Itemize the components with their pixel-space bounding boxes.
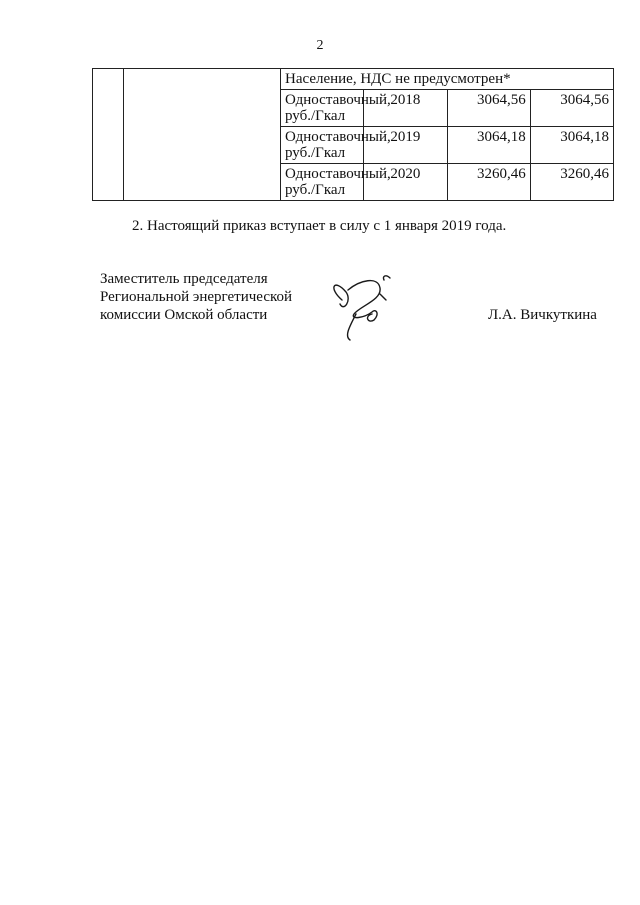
signatory-title-line: Региональной энергетической — [100, 289, 293, 305]
empty-cell — [124, 69, 281, 201]
section-header: Население, НДС не предусмотрен* — [281, 69, 614, 90]
value-cell: 3064,56 — [447, 90, 530, 127]
year-cell: 2019 — [364, 127, 447, 164]
year-cell: 2020 — [364, 164, 447, 201]
tariff-type-cell: Одноставочный, руб./Гкал — [281, 90, 364, 127]
signatory-title — [100, 270, 292, 324]
tariff-type-cell: Одноставочный, руб./Гкал — [281, 164, 364, 201]
value-cell: 3064,18 — [530, 127, 613, 164]
tariff-table — [92, 68, 614, 201]
table-row-header — [93, 69, 614, 90]
year-cell: 2018 — [364, 90, 447, 127]
signatory-name: Л.А. Вичкуткина — [488, 307, 597, 323]
value-cell: 3260,46 — [447, 164, 530, 201]
value-cell: 3064,18 — [447, 127, 530, 164]
value-cell: 3064,56 — [530, 90, 613, 127]
signatory-title-line: комиссии Омской области — [100, 307, 268, 323]
handwritten-signature-icon — [320, 270, 410, 345]
value-cell: 3260,46 — [530, 164, 613, 201]
effective-date-paragraph: 2. Настоящий приказ вступает в силу с 1 января 2019 года. — [132, 218, 507, 234]
tariff-type-cell: Одноставочный, руб./Гкал — [281, 127, 364, 164]
page-number: 2 — [316, 38, 324, 53]
signatory-title-line: Заместитель председателя — [100, 271, 268, 287]
empty-cell — [93, 69, 124, 201]
